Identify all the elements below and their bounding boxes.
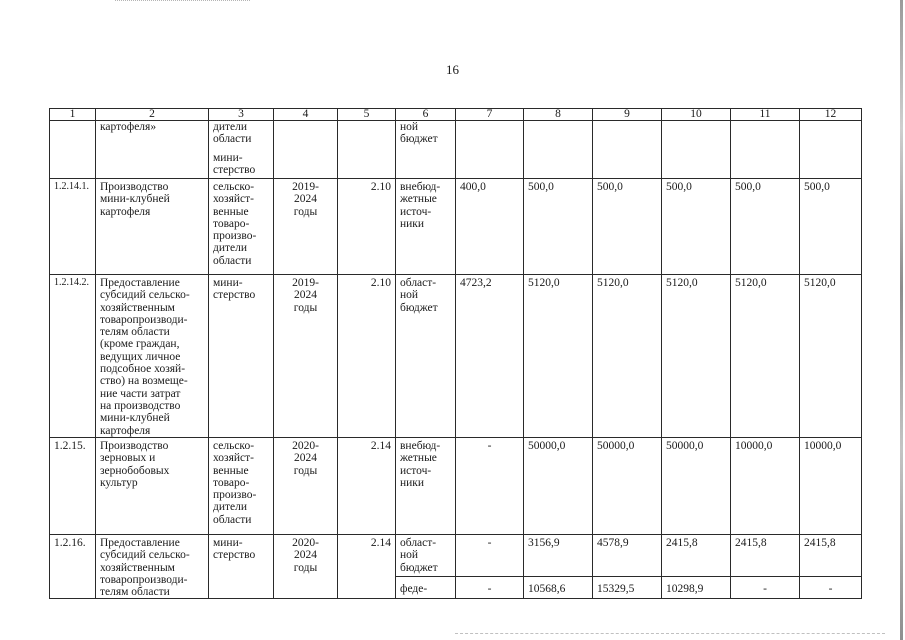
indicator-number: 2.10	[338, 179, 396, 275]
table-row	[50, 535, 862, 577]
value-col9: 5120,0	[593, 275, 662, 438]
value-col9: 500,0	[593, 179, 662, 275]
value-col7: -	[456, 577, 524, 599]
funding-source: внебюд- жетные источ- ники	[396, 438, 456, 535]
value-col11: 500,0	[731, 179, 800, 275]
scan-artifact-bottom	[455, 633, 885, 635]
indicator-number: 2.10	[338, 275, 396, 438]
value-col8: 50000,0	[524, 438, 593, 535]
column-header: 7	[456, 109, 524, 121]
years: 2019- 2024 годы	[274, 179, 338, 275]
value-col9: 50000,0	[593, 438, 662, 535]
column-header: 1	[50, 109, 96, 121]
measure-name: Производство мини-клубней картофеля	[96, 179, 209, 275]
years: 2019- 2024 годы	[274, 275, 338, 438]
value-col11: 5120,0	[731, 275, 800, 438]
value-col11: -	[731, 577, 800, 599]
measure-name: Предоставление субсидий сельско- хозяйственным товаропроизводи- телям области (кроме граждан, ведущих личное подсобное хозяй- ство) на возмеще- ние части затрат на производство мини-клубней картофеля	[96, 275, 209, 438]
value-col12: -	[800, 577, 862, 599]
program-table	[49, 108, 862, 599]
indicator-number: 2.14	[338, 535, 396, 599]
value-col12: 5120,0	[800, 275, 862, 438]
indicator-number: 2.14	[338, 438, 396, 535]
item-number: 1.2.14.1.	[50, 179, 96, 275]
funding-source: феде-	[396, 577, 456, 599]
value-col12: 10000,0	[800, 438, 862, 535]
table-row	[50, 179, 862, 275]
page-number: 16	[446, 62, 459, 77]
executor: мини- стерство	[209, 275, 274, 438]
measure-name: Производство зерновых и зернобобовых культур	[96, 438, 209, 535]
executor: сельско- хозяйст- венные товаро- произво- дители области	[209, 179, 274, 275]
value-col7: -	[456, 438, 524, 535]
value-col12: 500,0	[800, 179, 862, 275]
table-row	[50, 438, 862, 535]
column-header: 11	[731, 109, 800, 121]
column-header-row	[50, 109, 862, 121]
column-header: 9	[593, 109, 662, 121]
funding-source: внебюд- жетные источ- ники	[396, 179, 456, 275]
column-header: 12	[800, 109, 862, 121]
executor: сельско- хозяйст- венные товаро- произво- дители области	[209, 438, 274, 535]
value-col7: 4723,2	[456, 275, 524, 438]
value-col11: 2415,8	[731, 535, 800, 577]
value-col10: 500,0	[662, 179, 731, 275]
value-col8: 3156,9	[524, 535, 593, 577]
value-col11: 10000,0	[731, 438, 800, 535]
measure-name: Предоставление субсидий сельско- хозяйственным товаропроизводи- телям области	[96, 535, 209, 599]
years: 2020- 2024 годы	[274, 438, 338, 535]
column-header: 8	[524, 109, 593, 121]
value-col10: 5120,0	[662, 275, 731, 438]
value-col7: -	[456, 535, 524, 577]
executor-part: мини- стерство	[213, 151, 256, 176]
column-header: 6	[396, 109, 456, 121]
value-col10: 10298,9	[662, 577, 731, 599]
item-number: 1.2.15.	[50, 438, 96, 535]
executor	[209, 121, 274, 179]
table-row-continuation	[50, 121, 862, 179]
value-col10: 2415,8	[662, 535, 731, 577]
scan-artifact-top	[115, 0, 250, 2]
column-header: 2	[96, 109, 209, 121]
value-col9: 15329,5	[593, 577, 662, 599]
years: 2020- 2024 годы	[274, 535, 338, 599]
funding-source: област- ной бюджет	[396, 535, 456, 577]
measure-name: картофеля»	[96, 121, 209, 179]
value-col10: 50000,0	[662, 438, 731, 535]
table-row	[50, 275, 862, 438]
funding-source: ной бюджет	[396, 121, 456, 179]
column-header: 3	[209, 109, 274, 121]
item-number: 1.2.14.2.	[50, 275, 96, 438]
column-header: 5	[338, 109, 396, 121]
value-col9: 4578,9	[593, 535, 662, 577]
column-header: 10	[662, 109, 731, 121]
scan-edge	[900, 0, 903, 640]
item-number: 1.2.16.	[50, 535, 96, 599]
value-col8: 10568,6	[524, 577, 593, 599]
column-header: 4	[274, 109, 338, 121]
value-col12: 2415,8	[800, 535, 862, 577]
funding-source: област- ной бюджет	[396, 275, 456, 438]
value-col8: 500,0	[524, 179, 593, 275]
value-col7: 400,0	[456, 179, 524, 275]
value-col8: 5120,0	[524, 275, 593, 438]
executor-part: дители области	[213, 121, 252, 146]
executor: мини- стерство	[209, 535, 274, 599]
